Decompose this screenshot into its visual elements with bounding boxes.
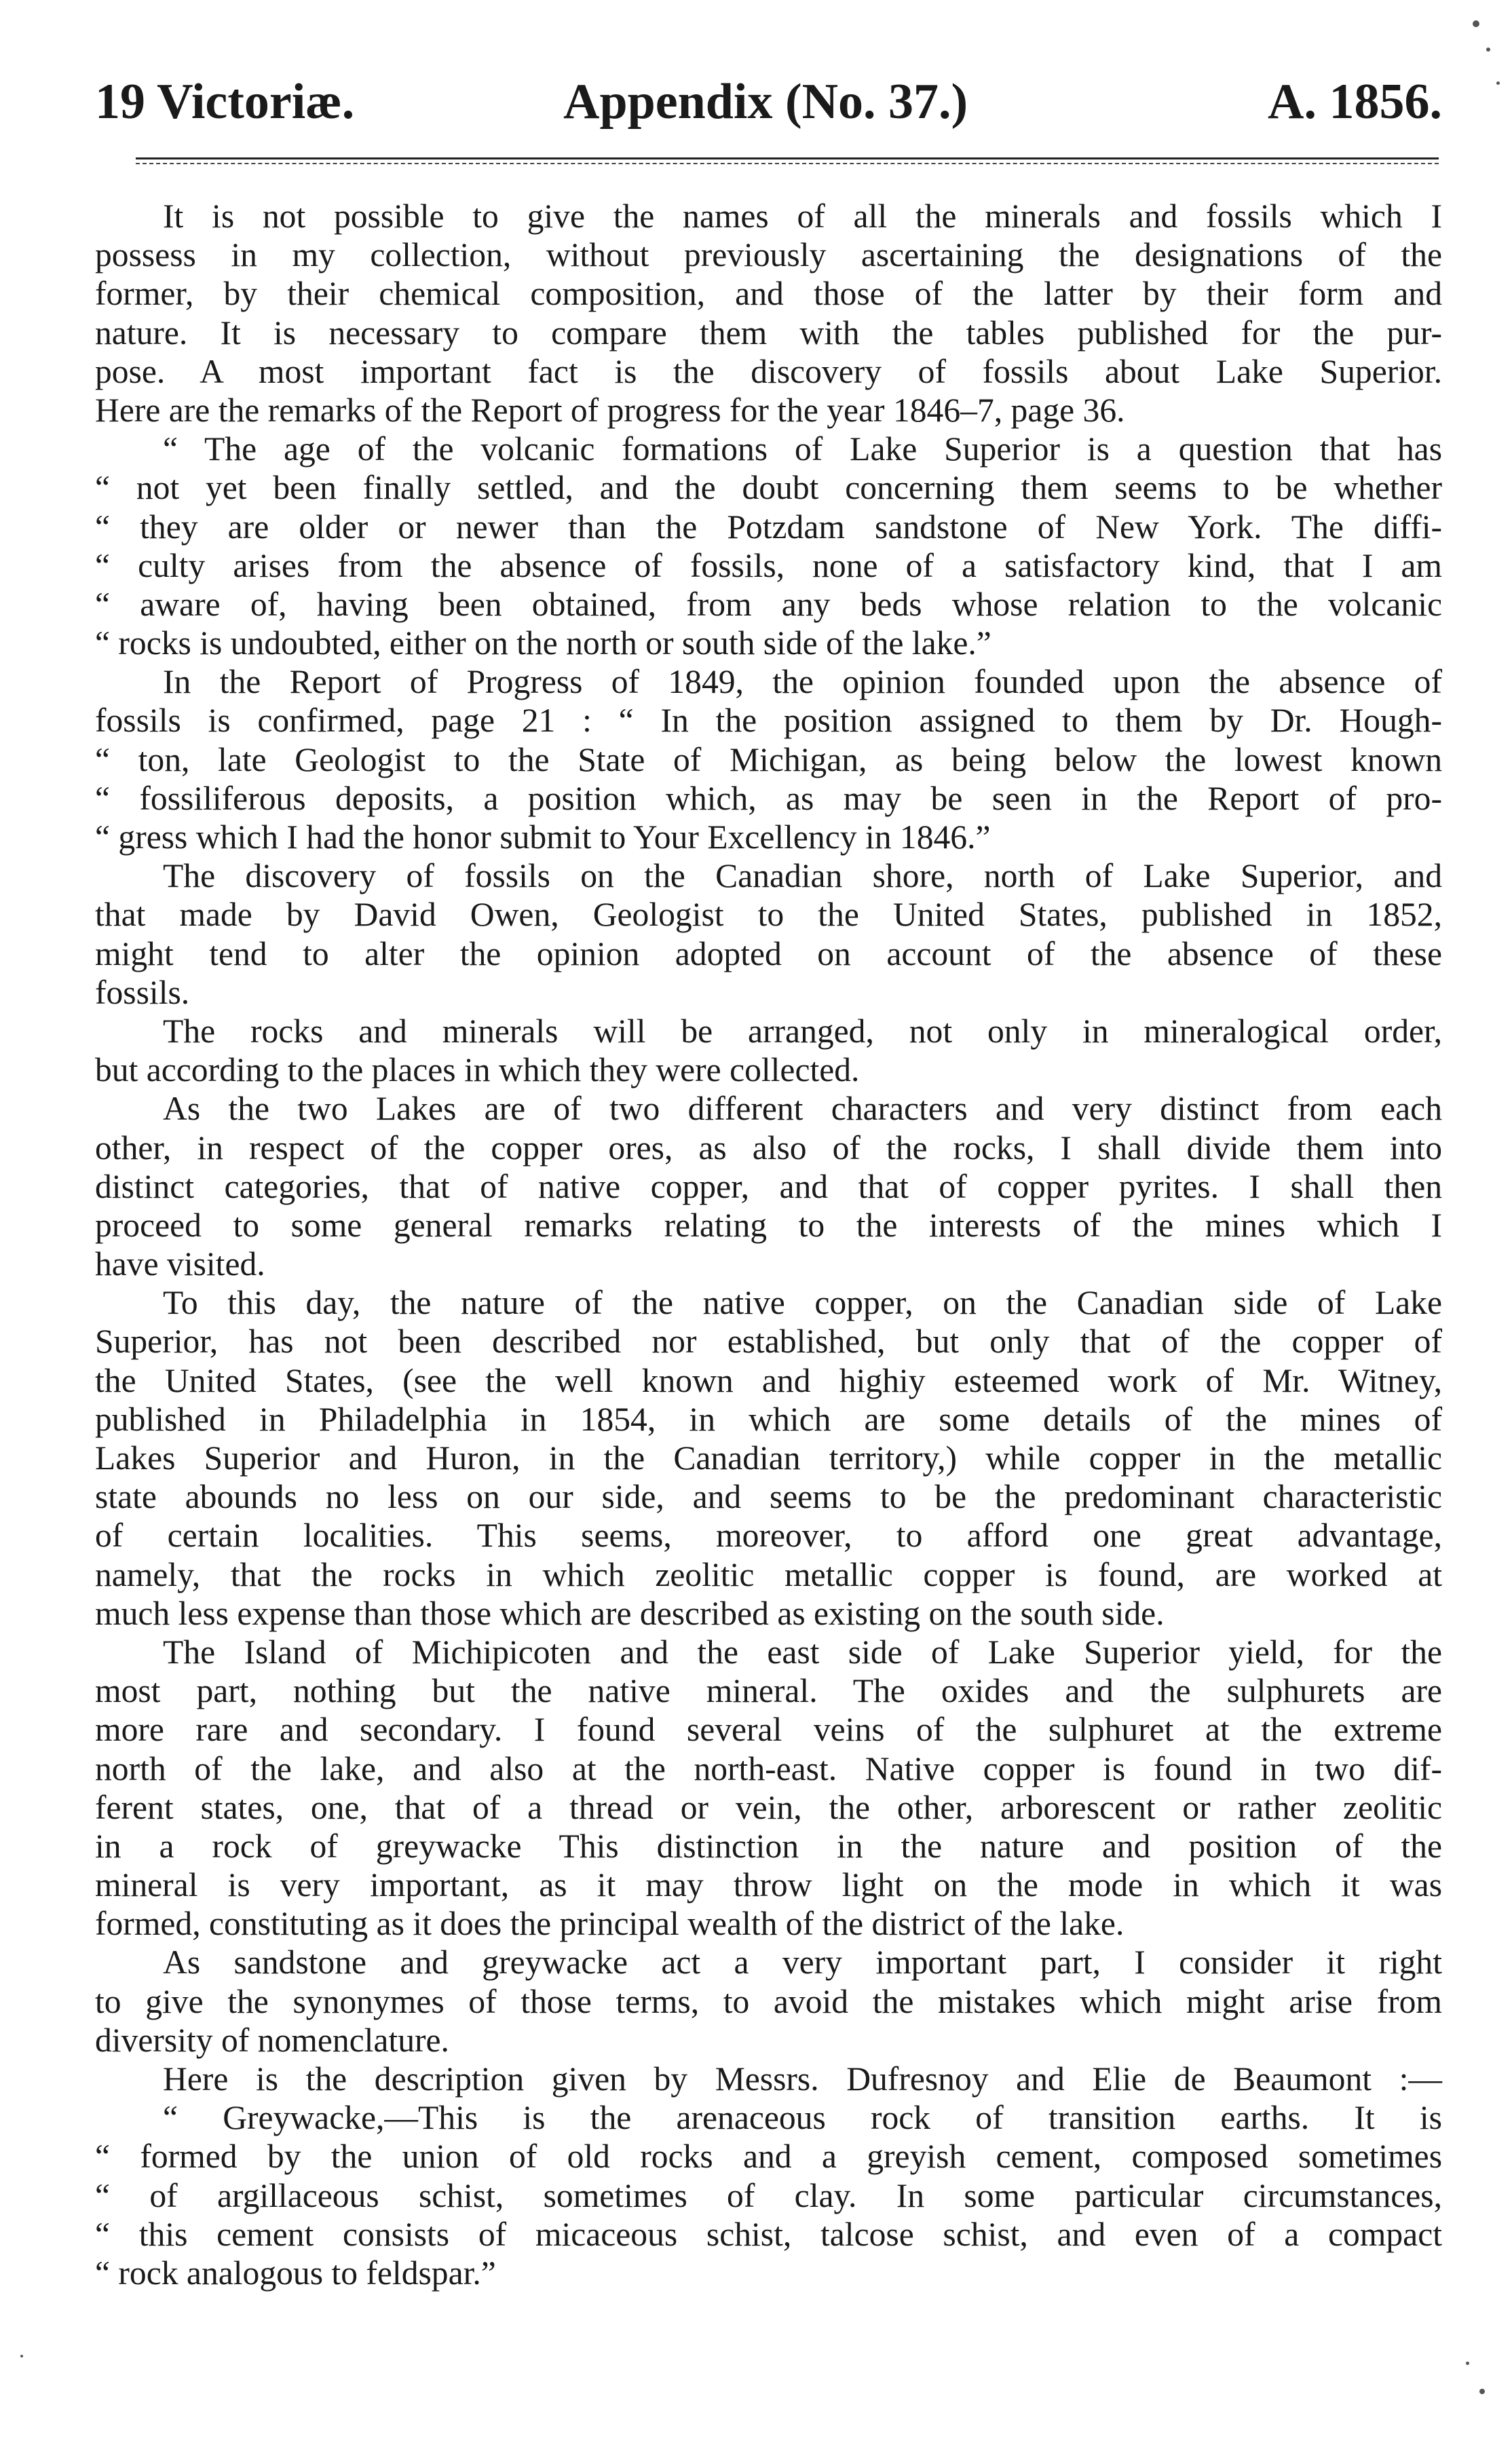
text-line: much less expense than those which are described as existing on the south side.: [95, 1594, 1165, 1632]
text-line: It is not possible to give the names of all the minerals and fossils which I: [163, 197, 1442, 235]
text-line: former, by their chemical composition, and those of the latter by their form and: [95, 275, 1442, 313]
text-line: Superior, has not been described nor established, but only that of the copper of: [95, 1323, 1442, 1361]
text-line: “ they are older or newer than the Potzdam sandstone of New York. The diffi-: [95, 508, 1442, 546]
body-text: [95, 197, 1442, 2292]
text-line: “ The age of the volcanic formations of Lake Superior is a question that has: [163, 430, 1442, 468]
scan-speck: [1486, 48, 1490, 52]
text-line: pose. A most important fact is the discovery of fossils about Lake Superior.: [95, 352, 1442, 390]
text-line: might tend to alter the opinion adopted on account of the absence of these: [95, 934, 1442, 972]
text-line: but according to the places in which they were collected.: [95, 1051, 860, 1089]
text-line: state abounds no less on our side, and seems to be the predominant characteristic: [95, 1478, 1442, 1516]
text-line: “ rocks is undoubted, either on the north or south side of the lake.”: [95, 624, 991, 662]
header-rule-solid: [136, 157, 1439, 159]
text-line: to give the synonymes of those terms, to avoid the mistakes which might arise from: [95, 1982, 1442, 2020]
text-line: As the two Lakes are of two different characters and very distinct from each: [163, 1090, 1442, 1128]
text-line: Lakes Superior and Huron, in the Canadian territory,) while copper in the metallic: [95, 1439, 1442, 1477]
text-line: namely, that the rocks in which zeolitic metallic copper is found, are worked at: [95, 1555, 1442, 1593]
text-line: “ ton, late Geologist to the State of Michigan, as being below the lowest known: [95, 740, 1442, 778]
text-line: “ fossiliferous deposits, a position which, as may be seen in the Report of pro-: [95, 779, 1442, 817]
text-line: “ not yet been finally settled, and the doubt concerning them seems to be whether: [95, 469, 1442, 507]
scan-speck: [1466, 2362, 1469, 2365]
header-rule-dashed: [136, 163, 1439, 164]
text-line: published in Philadelphia in 1854, in which are some details of the mines of: [95, 1400, 1442, 1438]
text-line: “ of argillaceous schist, sometimes of clay. In some particular circumstances,: [95, 2176, 1442, 2214]
text-line: “ culty arises from the absence of fossils, none of a satisfactory kind, that I am: [95, 546, 1442, 584]
text-line: in a rock of greywacke This distinction in the nature and position of the: [95, 1827, 1442, 1865]
text-line: “ aware of, having been obtained, from any beds whose relation to the volcanic: [95, 585, 1442, 623]
text-line: of certain localities. This seems, moreover, to afford one great advantage,: [95, 1517, 1442, 1555]
scan-speck: [1496, 81, 1500, 85]
text-line: formed, constituting as it does the principal wealth of the district of the lake.: [95, 1905, 1124, 1943]
text-line: that made by David Owen, Geologist to the United States, published in 1852,: [95, 896, 1442, 934]
text-line: In the Report of Progress of 1849, the opinion founded upon the absence of: [163, 663, 1442, 701]
text-line: most part, nothing but the native mineral. The oxides and the sulphurets are: [95, 1672, 1442, 1710]
text-line: Here is the description given by Messrs. Dufresnoy and Elie de Beaumont :—: [163, 2060, 1442, 2098]
text-line: diversity of nomenclature.: [95, 2021, 449, 2059]
text-line: To this day, the nature of the native copper, on the Canadian side of Lake: [163, 1284, 1442, 1322]
scan-speck: [20, 2355, 23, 2357]
header-session: 19 Victoriæ.: [95, 74, 355, 130]
text-line: proceed to some general remarks relating to the interests of the mines which I: [95, 1206, 1442, 1244]
text-line: Here are the remarks of the Report of progress for the year 1846–7, page 36.: [95, 391, 1125, 429]
scan-speck: [1479, 2389, 1485, 2394]
text-line: north of the lake, and also at the north-east. Native copper is found in two dif-: [95, 1749, 1442, 1787]
header-appendix: Appendix (No. 37.): [563, 74, 968, 130]
text-line: ferent states, one, that of a thread or vein, the other, arborescent or rather zeolitic: [95, 1788, 1442, 1826]
text-line: “ this cement consists of micaceous schist, talcose schist, and even of a compact: [95, 2215, 1442, 2253]
page-header: [95, 68, 1442, 136]
text-line: “ formed by the union of old rocks and a greyish cement, composed sometimes: [95, 2138, 1442, 2176]
text-line: “ rock analogous to feldspar.”: [95, 2254, 496, 2292]
text-line: The Island of Michipicoten and the east side of Lake Superior yield, for the: [163, 1633, 1442, 1671]
text-line: the United States, (see the well known and highiy esteemed work of Mr. Witney,: [95, 1361, 1442, 1399]
text-line: nature. It is necessary to compare them with the tables published for the pur-: [95, 314, 1442, 352]
text-line: The rocks and minerals will be arranged, not only in mineralogical order,: [163, 1012, 1442, 1050]
text-line: have visited.: [95, 1245, 265, 1283]
scan-speck: [1473, 20, 1479, 27]
header-year: A. 1856.: [1268, 74, 1442, 130]
text-line: The discovery of fossils on the Canadian shore, north of Lake Superior, and: [163, 857, 1442, 895]
header-rule: [136, 157, 1439, 167]
text-line: distinct categories, that of native copper, and that of copper pyrites. I shall then: [95, 1167, 1442, 1205]
text-line: As sandstone and greywacke act a very important part, I consider it right: [163, 1944, 1442, 1982]
text-line: mineral is very important, as it may throw light on the mode in which it was: [95, 1866, 1442, 1904]
text-line: other, in respect of the copper ores, as also of the rocks, I shall divide them into: [95, 1129, 1442, 1167]
text-line: “ Greywacke,—This is the arenaceous rock of transition earths. It is: [163, 2099, 1442, 2137]
text-line: “ gress which I had the honor submit to Your Excellency in 1846.”: [95, 818, 991, 856]
text-line: fossils is confirmed, page 21 : “ In the position assigned to them by Dr. Hough-: [95, 702, 1442, 740]
text-line: more rare and secondary. I found several veins of the sulphuret at the extreme: [95, 1711, 1442, 1749]
text-line: possess in my collection, without previously ascertaining the designations of the: [95, 236, 1442, 274]
text-line: fossils.: [95, 973, 190, 1011]
